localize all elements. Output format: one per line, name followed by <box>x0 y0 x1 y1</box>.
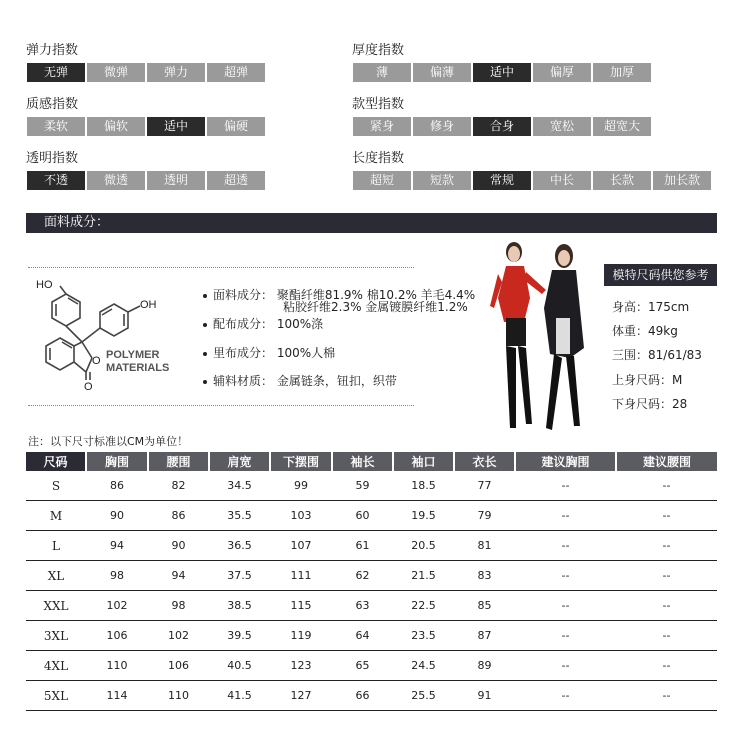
attr-option: 加厚 <box>593 63 651 82</box>
table-cell: XXL <box>26 591 86 621</box>
table-cell: 41.5 <box>209 681 270 711</box>
fabric-line-lining <box>203 344 335 361</box>
attr-option: 弹力 <box>147 63 205 82</box>
bullet-dot <box>203 323 207 327</box>
model-top-size: 上身尺码：M <box>612 373 683 387</box>
table-cell: 35.5 <box>209 501 270 531</box>
thickness-bar <box>353 63 653 82</box>
table-cell: 94 <box>148 561 209 591</box>
logo-label-carbonyl-o: O <box>84 381 93 393</box>
attr-option: 宽松 <box>533 117 591 136</box>
table-cell: 22.5 <box>393 591 454 621</box>
table-cell: 81 <box>454 531 515 561</box>
table-row <box>26 471 717 501</box>
table-cell: 4XL <box>26 651 86 681</box>
table-cell: 59 <box>332 471 393 501</box>
table-row <box>26 681 717 711</box>
dotted-divider-bottom <box>28 405 414 406</box>
table-cell: 110 <box>86 651 148 681</box>
column-header: 袖口 <box>393 452 454 471</box>
polymer-materials-logo <box>30 272 190 400</box>
table-cell: 119 <box>270 621 332 651</box>
attr-option: 适中 <box>473 63 531 82</box>
table-cell: 5XL <box>26 681 86 711</box>
table-cell: -- <box>616 471 717 501</box>
attr-option: 偏软 <box>87 117 145 136</box>
attr-option: 修身 <box>413 117 471 136</box>
column-header: 胸围 <box>86 452 148 471</box>
column-header: 肩宽 <box>209 452 270 471</box>
model-weight: 体重：49kg <box>612 324 678 338</box>
thickness-title: 厚度指数 <box>352 43 405 58</box>
table-cell: -- <box>616 681 717 711</box>
transparency-title: 透明指数 <box>26 151 79 166</box>
table-cell: L <box>26 531 86 561</box>
table-cell: 19.5 <box>393 501 454 531</box>
table-cell: -- <box>515 651 616 681</box>
column-header: 尺码 <box>26 452 86 471</box>
table-cell: 98 <box>86 561 148 591</box>
model-measurements: 三围：81/61/83 <box>612 348 702 362</box>
fabric-main-text: 面料成分： 聚酯纤维81.9% 棉10.2% 羊毛4.4% <box>213 288 476 302</box>
column-header: 下摆围 <box>270 452 332 471</box>
table-cell: -- <box>515 681 616 711</box>
attr-option: 偏薄 <box>413 63 471 82</box>
attr-option: 适中 <box>147 117 205 136</box>
table-cell: 127 <box>270 681 332 711</box>
logo-label-oh: OH <box>140 299 157 311</box>
table-cell: 39.5 <box>209 621 270 651</box>
elasticity-title: 弹力指数 <box>26 43 79 58</box>
table-cell: XL <box>26 561 86 591</box>
table-cell: 98 <box>148 591 209 621</box>
table-row <box>26 591 717 621</box>
fabric-line-secondary <box>203 315 323 332</box>
table-cell: 18.5 <box>393 471 454 501</box>
fabric-main-cont-text: 粘胶纤维2.3% 金属镀膜纤维1.2% <box>283 300 468 314</box>
table-cell: 115 <box>270 591 332 621</box>
table-cell: 3XL <box>26 621 86 651</box>
texture-bar <box>27 117 267 136</box>
table-cell: 99 <box>270 471 332 501</box>
length-bar <box>353 171 713 190</box>
attr-option: 超弹 <box>207 63 265 82</box>
fit-title: 款型指数 <box>352 97 405 112</box>
table-cell: -- <box>515 591 616 621</box>
table-cell: -- <box>616 561 717 591</box>
table-cell: 83 <box>454 561 515 591</box>
table-cell: 65 <box>332 651 393 681</box>
table-cell: 91 <box>454 681 515 711</box>
table-cell: 77 <box>454 471 515 501</box>
table-cell: -- <box>515 561 616 591</box>
attr-option: 透明 <box>147 171 205 190</box>
attr-option: 超短 <box>353 171 411 190</box>
table-cell: 34.5 <box>209 471 270 501</box>
size-table <box>26 452 717 711</box>
attr-option: 薄 <box>353 63 411 82</box>
column-header: 腰围 <box>148 452 209 471</box>
table-cell: 107 <box>270 531 332 561</box>
table-cell: -- <box>515 531 616 561</box>
table-cell: 106 <box>148 651 209 681</box>
table-cell: 114 <box>86 681 148 711</box>
fabric-line-accessories <box>203 372 397 389</box>
table-cell: 86 <box>86 471 148 501</box>
table-cell: 82 <box>148 471 209 501</box>
table-cell: 63 <box>332 591 393 621</box>
bullet-dot <box>203 352 207 356</box>
logo-text-polymer: POLYMER <box>106 349 160 361</box>
table-cell: -- <box>616 591 717 621</box>
table-cell: -- <box>616 501 717 531</box>
table-row <box>26 621 717 651</box>
elasticity-bar <box>27 63 267 82</box>
table-cell: 24.5 <box>393 651 454 681</box>
fabric-line-main-cont <box>283 298 468 315</box>
table-cell: 111 <box>270 561 332 591</box>
transparency-bar <box>27 171 267 190</box>
attr-option: 无弹 <box>27 63 85 82</box>
fabric-header <box>26 213 717 233</box>
attr-option: 短款 <box>413 171 471 190</box>
attr-option: 柔软 <box>27 117 85 136</box>
table-cell: 61 <box>332 531 393 561</box>
table-row <box>26 651 717 681</box>
fabric-header-label: 面料成分： <box>44 215 110 230</box>
table-cell: 23.5 <box>393 621 454 651</box>
fabric-lining-text: 里布成分： 100%人棉 <box>213 346 336 360</box>
table-cell: 25.5 <box>393 681 454 711</box>
table-cell: 21.5 <box>393 561 454 591</box>
table-cell: S <box>26 471 86 501</box>
attr-option: 长款 <box>593 171 651 190</box>
attr-option: 偏硬 <box>207 117 265 136</box>
table-cell: 20.5 <box>393 531 454 561</box>
table-cell: 79 <box>454 501 515 531</box>
table-cell: 66 <box>332 681 393 711</box>
table-cell: 85 <box>454 591 515 621</box>
attr-option: 偏厚 <box>533 63 591 82</box>
fabric-accessories-text: 辅料材质： 金属链条，钮扣，织带 <box>213 374 397 388</box>
table-cell: 102 <box>86 591 148 621</box>
table-cell: -- <box>515 471 616 501</box>
model-size-header: 模特尺码供您参考 <box>604 264 717 286</box>
size-table-header <box>26 452 717 471</box>
table-cell: -- <box>616 621 717 651</box>
table-cell: 64 <box>332 621 393 651</box>
dotted-divider-top <box>28 267 414 268</box>
column-header: 袖长 <box>332 452 393 471</box>
table-cell: 86 <box>148 501 209 531</box>
length-title: 长度指数 <box>352 151 405 166</box>
attr-option: 不透 <box>27 171 85 190</box>
size-unit-note: 注：以下尺寸标准以CM为单位！ <box>28 435 189 448</box>
table-cell: 37.5 <box>209 561 270 591</box>
column-header: 建议胸围 <box>515 452 616 471</box>
table-cell: 38.5 <box>209 591 270 621</box>
attr-option: 超宽大 <box>593 117 651 136</box>
table-cell: 102 <box>148 621 209 651</box>
logo-text-materials: MATERIALS <box>106 362 170 374</box>
logo-label-ring-o: O <box>92 355 101 367</box>
table-cell: 87 <box>454 621 515 651</box>
attr-option: 常规 <box>473 171 531 190</box>
column-header: 建议腰围 <box>616 452 717 471</box>
bullet-dot <box>203 380 207 384</box>
model-photo <box>484 238 604 440</box>
table-cell: 110 <box>148 681 209 711</box>
table-row <box>26 501 717 531</box>
table-cell: 62 <box>332 561 393 591</box>
table-cell: 123 <box>270 651 332 681</box>
logo-label-ho: HO <box>36 279 53 291</box>
model-bottom-size: 下身尺码：28 <box>612 397 688 411</box>
model-height: 身高：175cm <box>612 300 690 314</box>
texture-title: 质感指数 <box>26 97 79 112</box>
table-cell: 60 <box>332 501 393 531</box>
attr-option: 合身 <box>473 117 531 136</box>
table-cell: 94 <box>86 531 148 561</box>
fabric-secondary-text: 配布成分： 100%涤 <box>213 317 324 331</box>
table-cell: 90 <box>148 531 209 561</box>
attr-option: 加长款 <box>653 171 711 190</box>
table-cell: -- <box>515 501 616 531</box>
table-cell: 106 <box>86 621 148 651</box>
table-cell: 36.5 <box>209 531 270 561</box>
table-cell: -- <box>616 531 717 561</box>
attr-option: 紧身 <box>353 117 411 136</box>
attr-option: 中长 <box>533 171 591 190</box>
table-row <box>26 531 717 561</box>
table-cell: 89 <box>454 651 515 681</box>
bullet-dot <box>203 294 207 298</box>
fit-bar <box>353 117 653 136</box>
table-cell: M <box>26 501 86 531</box>
table-cell: -- <box>515 621 616 651</box>
table-cell: 40.5 <box>209 651 270 681</box>
table-cell: 90 <box>86 501 148 531</box>
attr-option: 超透 <box>207 171 265 190</box>
attr-option: 微透 <box>87 171 145 190</box>
column-header: 衣长 <box>454 452 515 471</box>
table-cell: -- <box>616 651 717 681</box>
table-row <box>26 561 717 591</box>
table-cell: 103 <box>270 501 332 531</box>
attr-option: 微弹 <box>87 63 145 82</box>
